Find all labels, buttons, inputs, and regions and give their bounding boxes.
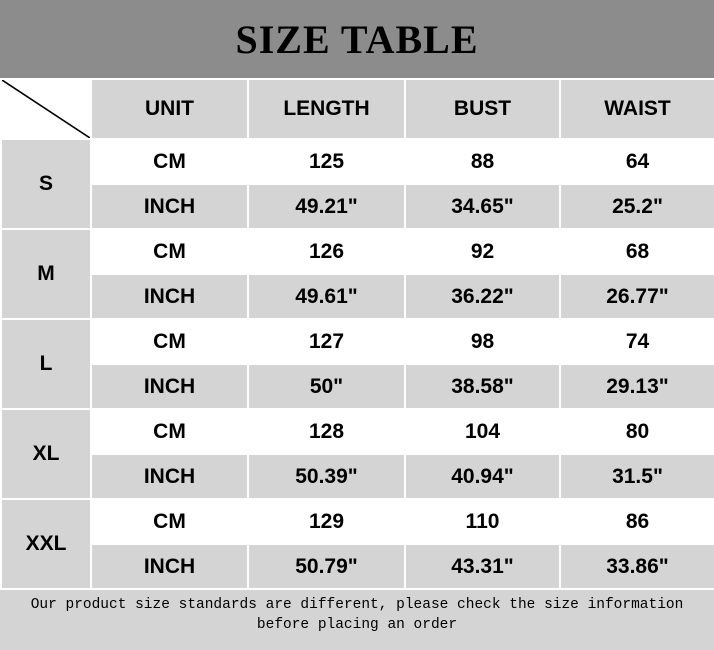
header-bust: BUST <box>405 79 560 139</box>
header-length: LENGTH <box>248 79 405 139</box>
footer-note <box>0 590 714 650</box>
size-label-l: L <box>1 319 91 409</box>
size-label-xxl: XXL <box>1 499 91 589</box>
unit-inch: INCH <box>91 454 248 499</box>
table-row <box>1 274 714 319</box>
length-inch: 49.21" <box>248 184 405 229</box>
unit-inch: INCH <box>91 184 248 229</box>
header-unit: UNIT <box>91 79 248 139</box>
size-label-s: S <box>1 139 91 229</box>
table-row <box>1 454 714 499</box>
unit-inch: INCH <box>91 274 248 319</box>
corner-cell <box>1 79 91 139</box>
length-inch: 49.61" <box>248 274 405 319</box>
length-cm: 125 <box>248 139 405 184</box>
bust-cm: 88 <box>405 139 560 184</box>
waist-cm: 64 <box>560 139 714 184</box>
bust-inch: 36.22" <box>405 274 560 319</box>
bust-inch: 40.94" <box>405 454 560 499</box>
bust-inch: 43.31" <box>405 544 560 589</box>
length-inch: 50.79" <box>248 544 405 589</box>
waist-cm: 86 <box>560 499 714 544</box>
length-cm: 129 <box>248 499 405 544</box>
waist-inch: 31.5" <box>560 454 714 499</box>
footer-line-2: before placing an order <box>256 616 458 633</box>
length-cm: 126 <box>248 229 405 274</box>
bust-cm: 104 <box>405 409 560 454</box>
unit-cm: CM <box>91 409 248 454</box>
length-cm: 127 <box>248 319 405 364</box>
header-waist: WAIST <box>560 79 714 139</box>
title-bar <box>0 0 714 78</box>
unit-cm: CM <box>91 139 248 184</box>
bust-inch: 34.65" <box>405 184 560 229</box>
size-table <box>0 78 714 590</box>
bust-cm: 110 <box>405 499 560 544</box>
unit-inch: INCH <box>91 364 248 409</box>
size-label-xl: XL <box>1 409 91 499</box>
table-header-row <box>1 79 714 139</box>
table-row <box>1 319 714 364</box>
unit-cm: CM <box>91 229 248 274</box>
waist-inch: 33.86" <box>560 544 714 589</box>
waist-inch: 25.2" <box>560 184 714 229</box>
bust-cm: 92 <box>405 229 560 274</box>
waist-cm: 68 <box>560 229 714 274</box>
length-cm: 128 <box>248 409 405 454</box>
unit-cm: CM <box>91 319 248 364</box>
waist-inch: 26.77" <box>560 274 714 319</box>
table-row <box>1 544 714 589</box>
length-inch: 50.39" <box>248 454 405 499</box>
footer-line-1: Our product size standards are different, please check the size information <box>30 597 684 613</box>
table-row <box>1 364 714 409</box>
size-label-m: M <box>1 229 91 319</box>
length-inch: 50" <box>248 364 405 409</box>
waist-inch: 29.13" <box>560 364 714 409</box>
bust-cm: 98 <box>405 319 560 364</box>
waist-cm: 80 <box>560 409 714 454</box>
waist-cm: 74 <box>560 319 714 364</box>
page-title: SIZE TABLE <box>235 16 479 62</box>
unit-cm: CM <box>91 499 248 544</box>
table-row <box>1 409 714 454</box>
unit-inch: INCH <box>91 544 248 589</box>
table-row <box>1 184 714 229</box>
table-row <box>1 229 714 274</box>
diagonal-divider-icon <box>2 80 90 138</box>
bust-inch: 38.58" <box>405 364 560 409</box>
table-row <box>1 499 714 544</box>
table-row <box>1 139 714 184</box>
